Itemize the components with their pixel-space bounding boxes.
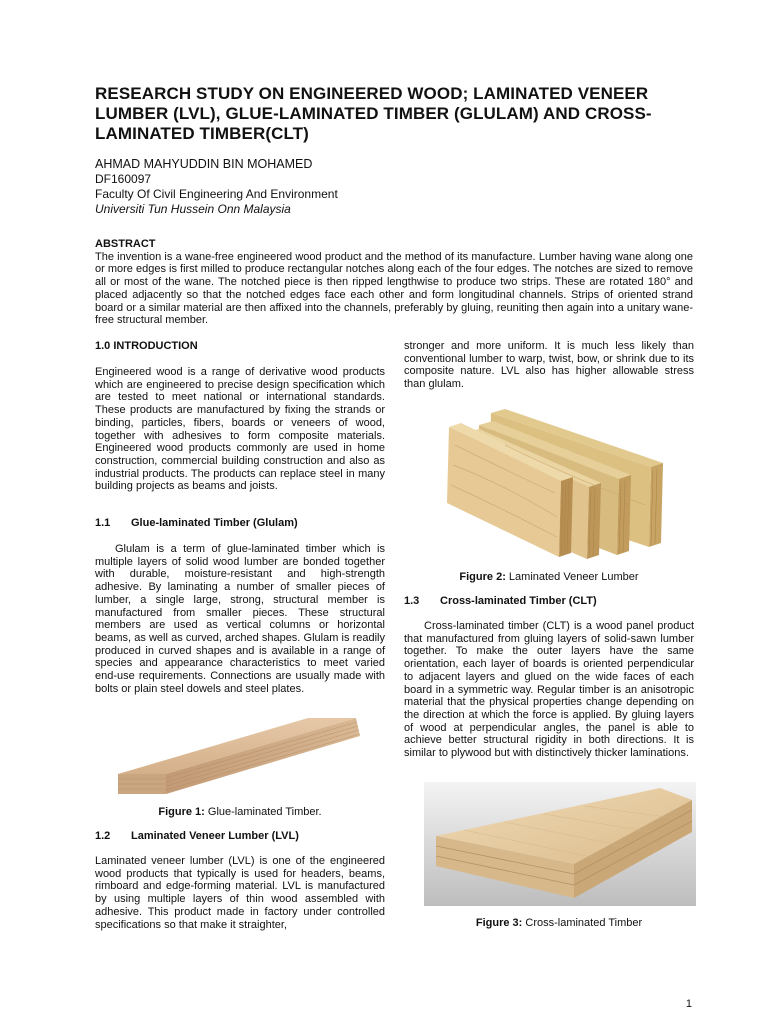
clt-panel-image [424, 782, 696, 906]
clt-number: 1.3 [404, 595, 420, 607]
figure-1-label: Figure 1: [158, 806, 205, 818]
author-id: DF160097 [95, 172, 152, 186]
figure-3-text: Cross-laminated Timber [525, 917, 643, 929]
author-block [95, 157, 338, 217]
lvl-number: 1.2 [95, 830, 111, 842]
author-university: Universiti Tun Hussein Onn Malaysia [95, 202, 291, 216]
paper-title: RESEARCH STUDY ON ENGINEERED WOOD; LAMINATED VENEER LUMBER (LVL), GLUE-LAMINATED TIMBER (GLULAM) AND CROSS-LAMINATED TIMBER(CLT) [95, 84, 652, 143]
abstract-text: The invention is a wane-free engineered wood product and the method of its manufacture. Lumber having wane along one or more edges is first milled to produce rectangular notches along each of the four edges. The notches are sized to remove all or most of the wane. The notched piece is then ripped lengthwise to produce two strips. These are rotated 180° and placed adjacently so that the notched edges face each other and form longitudinal channels. Strips of oriented strand board or a similar material are then affixed into the channels, preferably by gluing, reuniting then again into a unitary wane-free structural member. [95, 250, 693, 327]
figure-3-caption [404, 917, 714, 930]
glulam-heading: Glue-laminated Timber (Glulam) [131, 517, 298, 529]
lvl-heading: Laminated Veneer Lumber (LVL) [131, 830, 299, 842]
clt-text: Cross-laminated timber (CLT) is a wood panel product that manufactured from gluing layers of solid-sawn lumber together. To make the outer layers have the same orientation, each layer of boards is oriented perpendicular to adjacent layers and glued on the wide faces of each board in a symmetric way. Regular timber is an anisotropic material that the physical properties change depending on the direction at which the force is applied. By gluing layers of wood at perpendicular angles, the panel is able to achieve better structural rigidity in both directions. It is similar to plywood but with distinctively thicker laminations. [404, 620, 694, 760]
glulam-body [95, 543, 385, 695]
intro-text: Engineered wood is a range of derivative wood products which are engineered to precise design specification which are tested to meet national or international standards. These products are manufactured by fixing the strands or binding, particles, fibers, boards or veneers of wood, together with adhesives to form composite materials. Engineered wood products commonly are used in home construction, commercial building construction and also as industrial products. The products can replace steel in many building projects as beams and joists. [95, 366, 385, 493]
glulam-heading-row [95, 517, 385, 530]
figure-1-text: Glue-laminated Timber. [207, 806, 322, 818]
glulam-text: Glulam is a term of glue-laminated timber which is multiple layers of solid wood lumber are bonded together with durable, moisture-resistant and high-strength adhesive. By laminating a number of smaller pieces of lumber, a single large, strong, structural member is manufactured from smaller pieces. These structural members are used as vertical columns or horizontal beams, as well as curved, arched shapes. Glulam is readily produced in curved shapes and is available in a range of species and appearance characteristics to meet varied end-use requirements. Connections are usually made with bolts or plain steel dowels and steel plates. [95, 543, 385, 695]
glulam-number: 1.1 [95, 517, 111, 529]
figure-2-caption [404, 571, 694, 584]
abstract-section [95, 238, 693, 327]
lvl-body [95, 855, 385, 931]
clt-heading: Cross-laminated Timber (CLT) [440, 595, 597, 607]
lvl-boards-image [445, 405, 667, 563]
clt-heading-row [404, 595, 694, 608]
author-name: AHMAD MAHYUDDIN BIN MOHAMED [95, 157, 313, 171]
lvl-heading-row [95, 830, 385, 843]
intro-body [95, 366, 385, 493]
figure-2-text: Laminated Veneer Lumber [508, 571, 639, 583]
abstract-heading: ABSTRACT [95, 238, 156, 250]
glulam-beam-image [110, 700, 372, 798]
lvl-text-continued: stronger and more uniform. It is much less likely than conventional lumber to warp, twist, bow, or shrink due to its composite nature. LVL also has higher allowable stress than glulam. [404, 340, 694, 391]
lvl-text: Laminated veneer lumber (LVL) is one of the engineered wood products that typically is used for headers, beams, rimboard and edge-forming material. LVL is manufactured by using multiple layers of thin wood assembled with adhesive. This product made in factory under controlled specifications so that make it straighter, [95, 855, 385, 931]
intro-heading: 1.0 INTRODUCTION [95, 340, 198, 352]
figure-2-label: Figure 2: [459, 571, 506, 583]
page-number: 1 [685, 998, 692, 1010]
author-faculty: Faculty Of Civil Engineering And Environment [95, 187, 338, 201]
figure-3-label: Figure 3: [475, 917, 523, 929]
figure-1-caption [95, 806, 385, 819]
lvl-body-continued [404, 340, 694, 391]
intro-section [95, 340, 385, 353]
clt-body [404, 620, 694, 760]
